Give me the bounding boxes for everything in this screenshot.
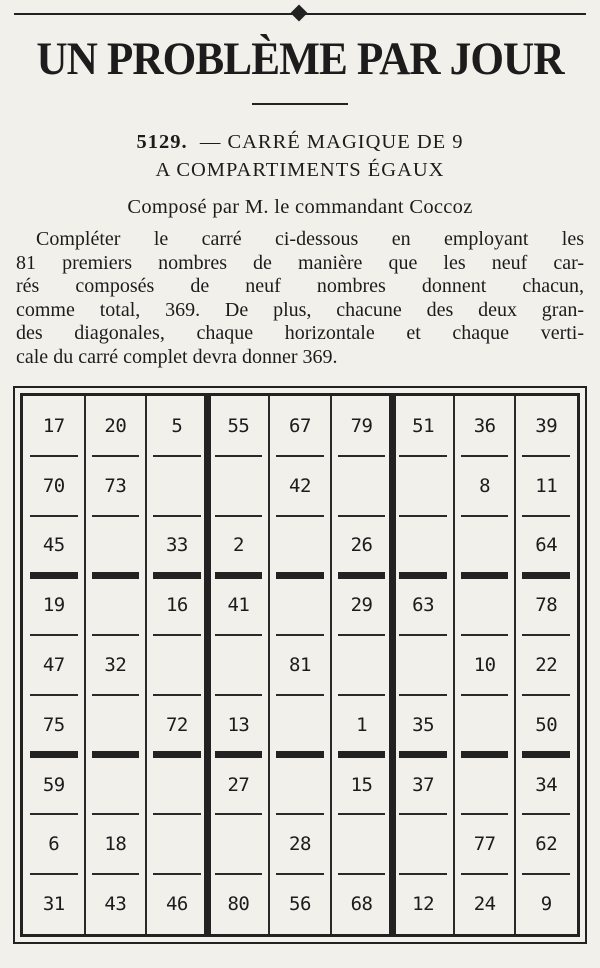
grid-cell: 47	[42, 653, 65, 676]
grid-cell	[208, 635, 270, 695]
grid-cell	[392, 456, 454, 516]
grid-cell: 64	[535, 534, 558, 557]
grid-cell: 6	[48, 833, 60, 856]
grid-cell: 80	[227, 893, 250, 916]
grid-cell: 26	[350, 534, 373, 557]
grid-cell: 24	[473, 893, 496, 916]
grid-cell: 45	[42, 534, 65, 557]
grid-cell: 12	[412, 893, 435, 916]
statement-line: rés composés de neuf nombres donnent chacun,	[16, 275, 584, 297]
grid-cell: 1	[356, 713, 368, 736]
problem-statement	[16, 228, 584, 369]
grid-cell: 5	[171, 414, 183, 437]
grid-cell: 13	[227, 713, 250, 736]
grid-cell: 35	[412, 713, 435, 736]
grid-cell: 19	[42, 594, 65, 617]
grid-cell: 77	[473, 833, 496, 856]
grid-cell	[208, 456, 270, 516]
grid-cell: 79	[350, 414, 373, 437]
statement-line: comme total, 369. De plus, chacune des deux gran-	[16, 298, 584, 321]
grid-cell: 62	[535, 833, 558, 856]
grid-cell: 73	[104, 474, 127, 497]
grid-cell: 42	[289, 474, 311, 497]
grid-cell: 17	[42, 414, 65, 437]
grid-cell	[269, 575, 331, 635]
grid-cell: 9	[540, 893, 552, 916]
grid-cell: 15	[350, 773, 373, 796]
grid-cell: 11	[535, 474, 558, 497]
grid-cell: 16	[165, 594, 188, 617]
grid-cell: 75	[42, 713, 65, 736]
grid-cell	[208, 814, 270, 874]
statement-line: Compléter le carré ci-dessous en employant les	[36, 228, 584, 250]
grid-cell: 29	[350, 594, 373, 617]
grid-cell	[269, 755, 331, 815]
grid-cell: 34	[535, 773, 558, 796]
grid-cell: 28	[289, 833, 311, 856]
diamond-ornament-icon	[291, 5, 308, 22]
problem-number: 5129.	[136, 131, 188, 153]
grid-cell: 41	[227, 594, 250, 617]
grid-cell: 55	[227, 414, 250, 437]
grid-cell	[331, 456, 393, 516]
grid-cell: 8	[479, 474, 491, 497]
grid-cell: 20	[104, 414, 127, 437]
grid-cell	[331, 635, 393, 695]
grid-cell: 37	[412, 773, 435, 796]
grid-cell	[392, 635, 454, 695]
grid-cell	[454, 755, 516, 815]
grid-cell: 36	[473, 414, 496, 437]
grid-cell	[146, 814, 208, 874]
statement-line: des diagonales, chaque horizontale et chaque verti-	[16, 322, 584, 344]
grid-cell: 56	[289, 893, 311, 916]
grid-cell: 70	[42, 474, 65, 497]
grid-cell: 63	[412, 594, 435, 617]
grid-cell: 22	[535, 653, 558, 676]
grid-cell: 46	[165, 893, 188, 916]
page-title: UN PROBLÈME PAR JOUR	[36, 33, 564, 85]
grid-cell	[331, 814, 393, 874]
grid-cell	[269, 516, 331, 576]
grid-cell	[85, 695, 147, 755]
grid-cell	[146, 635, 208, 695]
grid-cell: 68	[350, 893, 373, 916]
statement-line: 81 premiers nombres de manière que les neuf car-	[16, 251, 584, 274]
problem-title	[0, 128, 600, 184]
statement-line: cale du carré complet devra donner 369.	[16, 345, 338, 368]
grid-cell	[392, 814, 454, 874]
grid-cell	[454, 516, 516, 576]
grid-cell: 43	[104, 893, 127, 916]
grid-cell: 78	[535, 594, 558, 617]
title-rule	[252, 103, 348, 105]
grid-cell	[85, 755, 147, 815]
grid-cell: 81	[289, 653, 311, 676]
grid-cell: 72	[165, 713, 188, 736]
grid-cell: 2	[232, 534, 244, 557]
grid-cell: 18	[104, 833, 127, 856]
grid-cell: 27	[227, 773, 250, 796]
grid-cell: 67	[289, 414, 311, 437]
grid-cell	[146, 755, 208, 815]
grid-cell: 31	[42, 893, 65, 916]
grid-cell	[269, 695, 331, 755]
grid-cell: 59	[42, 773, 65, 796]
grid-cell	[85, 516, 147, 576]
grid-cell: 10	[473, 653, 496, 676]
problem-author: Composé par M. le commandant Coccoz	[127, 196, 473, 218]
problem-title-line1: — CARRÉ MAGIQUE DE 9	[199, 131, 464, 153]
grid-cell	[392, 516, 454, 576]
grid-cell: 33	[165, 534, 188, 557]
grid-cell	[85, 575, 147, 635]
grid-cell: 50	[535, 713, 558, 736]
magic-square-grid	[23, 396, 577, 934]
problem-title-line2: A COMPARTIMENTS ÉGAUX	[155, 159, 445, 181]
grid-cell: 51	[412, 414, 435, 437]
grid-cell: 39	[535, 414, 558, 437]
grid-cell	[454, 575, 516, 635]
grid-cell	[454, 695, 516, 755]
grid-cell	[146, 456, 208, 516]
grid-cell: 32	[104, 653, 127, 676]
